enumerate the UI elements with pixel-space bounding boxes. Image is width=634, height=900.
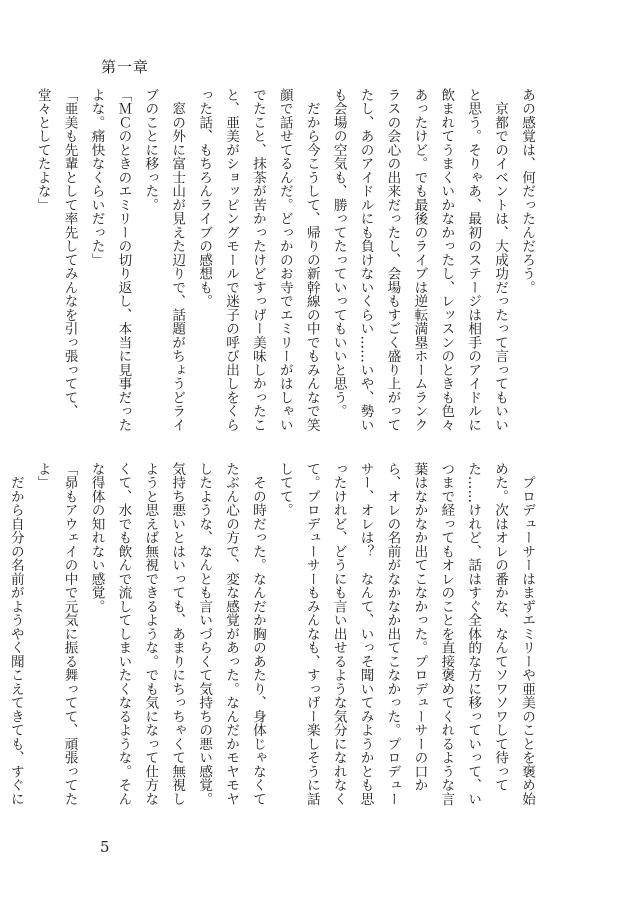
paragraph: 窓の外に富士山が見えた辺りで、話題がちょうどライブのことに移った。 <box>142 88 186 432</box>
upper-text-block <box>34 88 540 440</box>
lower-text-block <box>7 462 540 816</box>
dialogue-line: 「ＭＣのときのエミリーの切り返し、本当に見事だったよな。痛快なくらいだった」 <box>88 88 132 432</box>
paragraph: 京都でのイベントは、大成功だったって言ってもいいと思う。そりゃあ、最初のステージは相手のアイドルに飲まれてうまくいかなかったし、レッスンのときも色々あったけど。でも最後のライブは逆転満塁ホームランクラスの会心の出来だったし、会場もすごく盛り上がってたし、あのアイドルにも負けないくらい……いや、勢いも会場の空気も、勝ってたっていってもいいと思う。 <box>330 88 509 432</box>
paragraph: だから自分の名前がようやく聞こえてきても、すぐに <box>7 475 24 806</box>
page-number: 5 <box>100 838 110 856</box>
dialogue-line: 「亜美も先輩として率先してみんなを引っ張ってて、堂々としてたよな」 <box>34 88 78 418</box>
chapter-title: 第一章 <box>101 58 150 76</box>
paragraph: プロデューサーはまずエミリーや亜美のことを褒め始めた。次はオレの番かな、なんてソワソワして待ってた……けれど、話はすぐ全体的な方に移っていって、いつまで経ってもオレのことを直接褒めてくれるような言葉はなかなか出てこなかった。プロデューサーの口から、オレの名前がなかなか出てこなかった。プロデューサー、オレは？ なんて、いっそ聞いてみようかとも思ったけれど、どうにも言い出せるような気分になれなくて。プロデューサーもみんなも、すっげー楽しそうに話してて。 <box>276 462 535 806</box>
dialogue-line: 「昴もアウェイの中で元気に振る舞ってて、頑張ってたよ」 <box>34 462 78 806</box>
paragraph: だから今こうして、帰りの新幹線の中でもみんなで笑顔で話せてるんだ。どっかのお寺でエミリーがはしゃいでたこと、抹茶が苦かったけどすっげー美味しかったこと、亜美がショッピングモールで迷子の呼び出しをくらった話、もちろんライブの感想も。 <box>196 88 320 432</box>
paragraph: あの感覚は、何だったんだろう。 <box>519 88 535 295</box>
paragraph: その時だった。なんだか胸のあたり、身体じゃなくてたぶん心の方で、変な感覚があった。なんだかモヤモヤしたような、なんとも言いづらくて気持ちの悪い感覚。気持ち悪いとはいっても、あまりにちっちゃくて無視しようと思えば無視できるような。でも気になって仕方なくて、水でも飲んで流してしまいたくなるような。そんな得体の知れない感覚。 <box>88 462 266 806</box>
